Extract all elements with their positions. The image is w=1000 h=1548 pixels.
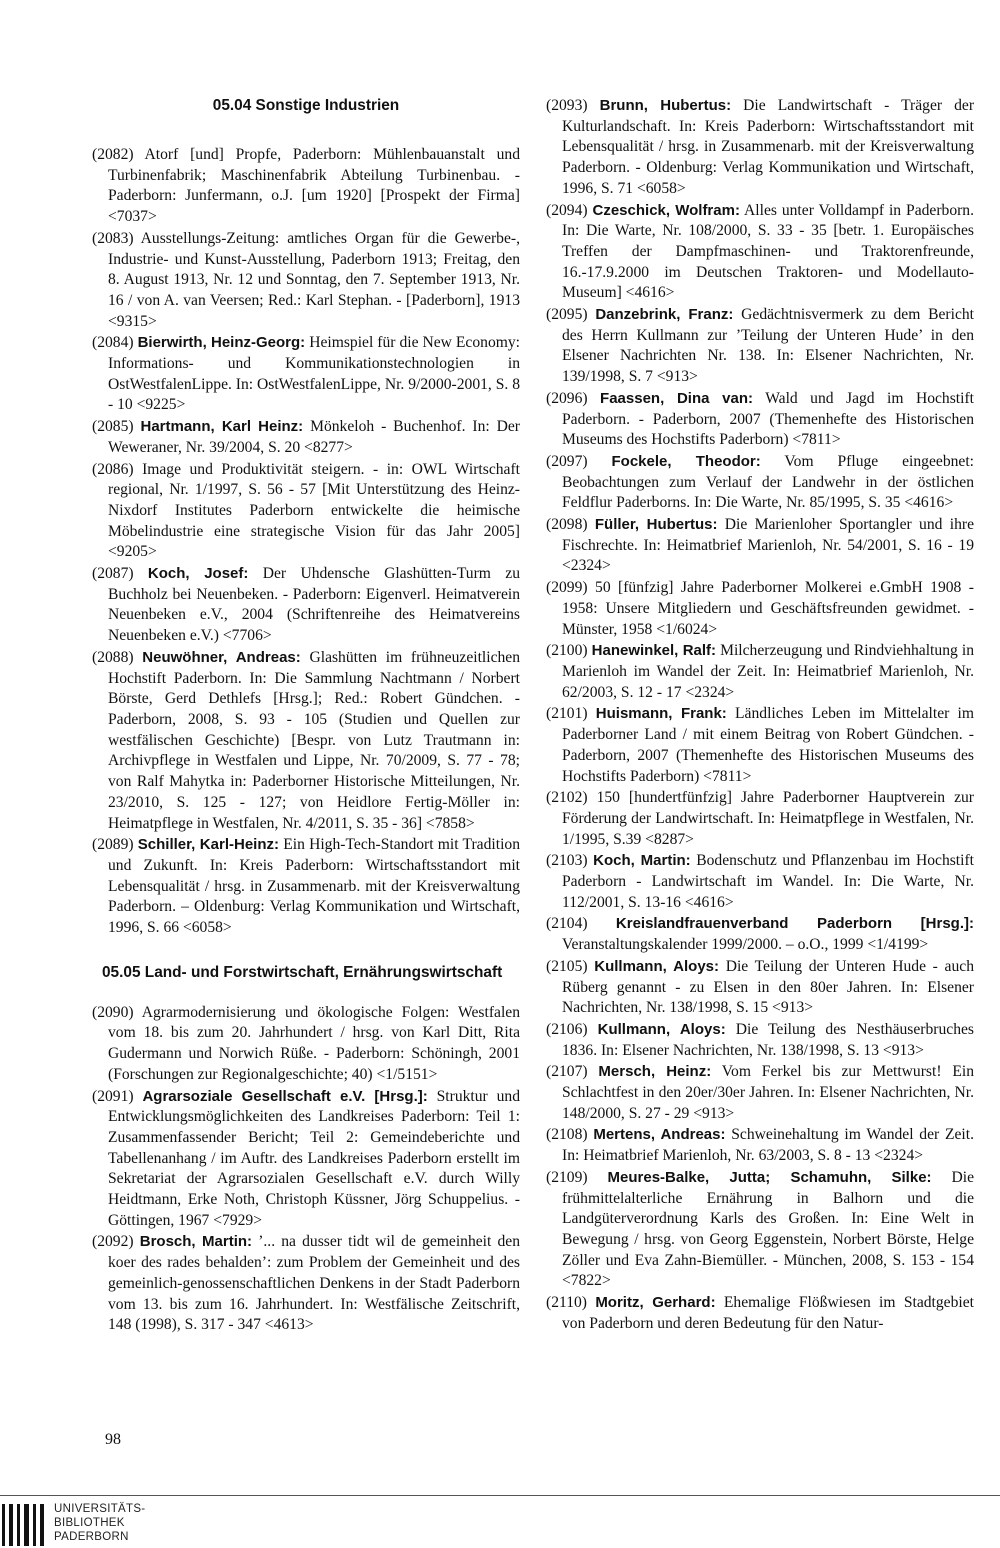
entry-text: Veranstaltungskalender 1999/2000. – o.O., 1999 <1/4199> [562, 936, 929, 954]
bibliography-entry [546, 641, 974, 703]
entry-text: Agrarmodernisierung und ökologische Folgen: Westfalen vom 18. bis zum 20. Jahrhundert / hrsg. von Karl Ditt, Rita Gudermann und Norwich Rüße. - Paderborn: Schöningh, 2001 (Forschungen zur Regionalgeschichte; 40) <1/5151> [108, 1003, 520, 1083]
entry-number: (2082) [92, 146, 134, 163]
entry-number: (2085) [92, 418, 134, 436]
bibliography-entry [546, 788, 974, 850]
bibliography-entry [546, 851, 974, 913]
section-title-landwirtschaft: 05.05 Land- und Forstwirtschaft, Ernährungswirtschaft [102, 963, 503, 981]
page-number: 98 [105, 1431, 121, 1448]
bibliography-entry [546, 1125, 974, 1166]
entry-author: Danzebrink, Franz: [595, 306, 734, 324]
entry-text: Glashütten im frühneuzeitlichen Hochstift Paderborn. In: Die Sammlung Nachtmann / Norbert Börste, Gerd Dethlefs [Hrsg.]; Red.: Robert Gündchen. - Paderborn, 2008, S. 93 - 105 (Studien und Quellen zur westfälischen Geschichte) [Bespr. von Lutz Trautmann in: Archivpflege in Westfalen und Lippe, Nr. 70/2009, S. 77 - 78; von Ralf Mahytka in: Paderborner Historische Mitteilungen, Nr. 23/2010, S. 125 - 127; von Heidlore Fertig-Möller in: Heimatpflege in Westfalen, Nr. 4/2011, S. 35 - 36] <7858> [108, 648, 521, 832]
entry-author: Füller, Hubertus: [594, 516, 718, 534]
entry-text: Ausstellungs-Zeitung: amtliches Organ für die Gewerbe-, Industrie- und Kunst-Ausstellung, Paderborn 1913; Freitag, den 8. August 1913, Nr. 12 und Sonntag, den 7. September 1913, Nr. 16 / von A. van Veersen; Red.: Karl Stephan. - [Paderborn], 1913 <9315> [108, 229, 520, 330]
entry-number: (2097) [546, 452, 588, 470]
bibliography-entry [546, 1168, 974, 1292]
bibliography-entry [546, 914, 974, 955]
entry-text: Die Marienloher Sportangler und ihre Fischrechte. In: Heimatbrief Marienloh, Nr. 54/2001, S. 16 - 19 <2324> [562, 516, 974, 575]
entry-number: (2106) [546, 1020, 588, 1038]
entry-number: (2088) [92, 648, 134, 666]
bibliography-entry [546, 578, 974, 640]
entry-number: (2109) [546, 1168, 588, 1186]
bibliography-entry [546, 957, 974, 1019]
footer-divider [0, 1495, 1000, 1496]
entry-text: Die Teilung der Unteren Hude - auch Rüberg genannt - zu Elsen in den 80er Jahren. In: Elsener Nachrichten, Nr. 138/1998, S. 15 <913> [562, 957, 974, 1017]
bibliography-entry [546, 201, 974, 305]
bibliography-entry [92, 333, 520, 416]
entry-number: (2110) [546, 1294, 587, 1312]
entry-number: (2087) [92, 565, 134, 583]
entry-author: Huismann, Frank: [595, 705, 727, 723]
entry-text: Mönkeloh - Buchenhof. In: Der Weweraner, Nr. 39/2004, S. 20 <8277> [108, 418, 520, 456]
library-logo-text [54, 1502, 145, 1544]
bibliography-entry [546, 1293, 974, 1334]
entry-text: Ehemalige Flößwiesen im Stadtgebiet von Paderborn und deren Bedeutung für den Natur- [562, 1294, 974, 1332]
entry-text: Ländliches Leben im Mittelalter im Paderborner Land / mit einem Beitrag von Robert Gündchen. - Paderborn, 2007 (Themenhefte des Historischen Museums des Hochstifts Paderborn) <7811> [562, 705, 974, 785]
entry-author: Mertens, Andreas: [593, 1126, 726, 1144]
entry-number: (2090) [92, 1003, 134, 1021]
entry-number: (2101) [546, 705, 588, 723]
left-column [92, 96, 520, 1337]
entry-number: (2089) [92, 836, 134, 854]
entry-number: (2083) [92, 229, 134, 247]
section1-entry-list [92, 145, 520, 939]
bibliography-entry [546, 1020, 974, 1061]
bibliography-entry [546, 389, 974, 451]
entry-author: Faassen, Dina van: [600, 389, 754, 407]
entry-text: Image und Produktivität steigern. - in: OWL Wirtschaft regional, Nr. 1/1997, S. 56 - 57 [Mit Unterstützung des Heinz-Nixdorf Institutes Paderborn entwickelte die heimische Möbelindustrie eine strategische Vision für das Jahr 2005] <9205> [108, 460, 520, 561]
entry-text: ’... na dusser tidt wil de gemeinheit den koer des rades behalden’: zum Problem der Gemeinheit und des gemeinlich-genossenschaftlichen Denkens in der Stadt Paderborn vom 13. bis zum 16. Jahrhundert. In: Westfälische Zeitschrift, 148 (1998), S. 317 - 347 <4613> [108, 1233, 521, 1334]
entry-text: Ein High-Tech-Standort mit Tradition und Zukunft. In: Kreis Paderborn: Wirtschaftsstandort mit Lebensqualität / hrsg. in Zusammenarb. mit der Kreisverwaltung Paderborn. – Oldenburg: Verlag Kommunikation und Wirtschaft, 1996, S. 66 <6058> [108, 836, 520, 937]
bibliography-entry [92, 417, 520, 458]
entry-number: (2091) [92, 1087, 134, 1105]
bibliography-entry [546, 96, 974, 200]
entry-author: Hartmann, Karl Heinz: [140, 418, 304, 436]
bibliography-entry [92, 648, 520, 834]
bibliography-entry [92, 145, 520, 228]
entry-author: Mersch, Heinz: [598, 1063, 712, 1081]
entry-number: (2108) [546, 1126, 588, 1144]
bibliography-entry [546, 305, 974, 388]
entry-text: Die Teilung des Nesthäuserbruches 1836. In: Elsener Nachrichten, Nr. 138/1998, S. 13 <913> [562, 1020, 974, 1059]
entry-number: (2107) [546, 1063, 588, 1081]
entry-number: (2084) [92, 334, 134, 352]
entry-text: Bodenschutz und Pflanzenbau im Hochstift Paderborn - Landwirtschaft im Wandel. In: Die Warte, Nr. 112/2001, S. 13-16 <4616> [562, 852, 974, 911]
entry-number: (2099) [546, 579, 588, 597]
entry-text: Vom Ferkel bis zur Mettwurst! Ein Schlachtfest in den 20er/30er Jahren. In: Elsener Nachrichten, Nr. 148/2000, S. 27 - 29 <913> [562, 1063, 975, 1122]
bibliography-entry [546, 515, 974, 577]
entry-text: Wald und Jagd im Hochstift Paderborn. - Paderborn, 2007 (Themenhefte des Historischen Museums des Hochstifts Paderborn) <7811> [562, 389, 974, 449]
library-logo [0, 1502, 200, 1548]
right-entry-list [546, 96, 974, 1334]
bibliography-entry [92, 229, 520, 333]
entry-author: Hanewinkel, Ralf: [591, 642, 717, 660]
right-column [546, 96, 974, 1335]
entry-author: Schiller, Karl-Heinz: [137, 836, 279, 854]
entry-author: Agrarsoziale Gesellschaft e.V. [Hrsg.]: [142, 1087, 428, 1105]
bibliography-entry [546, 452, 974, 514]
entry-text: Heimspiel für die New Economy: Informations- und Kommunikationstechnologien in OstWestfalenLippe. In: OstWestfalenLippe, Nr. 9/2000-2001, S. 8 - 10 <9225> [108, 334, 521, 414]
entry-text: Struktur und Entwicklungsmöglichkeiten des Landkreises Paderborn: Teil 1: Zusammenfassender Bericht; Teil 2: Gemeindeberichte und Tabellenanhang / im Auftr. des Landkreises Paderborn erstellt im Sekretariat der Agrarsozialen Gesellschaft e.V. durch Willy Heidtmann, Erke Noth, Christoph Küssner, Jörg Schuppelius. - Göttingen, 1967 <7929> [108, 1087, 520, 1229]
logo-line: UNIVERSITÄTS- [54, 1503, 146, 1515]
entry-author: Neuwöhner, Andreas: [142, 648, 301, 666]
entry-author: Moritz, Gerhard: [595, 1294, 716, 1312]
entry-text: Schweinehaltung im Wandel der Zeit. In: Heimatbrief Marienloh, Nr. 63/2003, S. 8 - 13 <2324> [562, 1126, 974, 1165]
entry-text: Gedächtnisvermerk zu dem Bericht des Herrn Kullmann zur ’Teilung der Unteren Hude’ in den Elsener Nachrichten Nr. 138. In: Elsener Nachrichten, Nr. 139/1998, S. 7 <913> [562, 306, 974, 386]
bibliography-entry [92, 1003, 520, 1086]
entry-number: (2105) [546, 957, 588, 975]
entry-author: Kreislandfrauenverband Paderborn [Hrsg.]: [615, 915, 974, 933]
entry-author: Meures-Balke, Jutta; Schamuhn, Silke: [607, 1168, 932, 1186]
entry-number: (2103) [546, 852, 588, 870]
entry-number: (2095) [546, 306, 588, 324]
entry-text: Der Uhdensche Glashütten-Turm zu Buchholz bei Neuenbeken. - Paderborn: Eigenverl. Heimatverein Neuenbeken e.V., 2004 (Schriftenreihe des Heimatvereins Neuenbeken e.V.) <7706> [108, 565, 520, 645]
entry-number: (2096) [546, 389, 588, 407]
bibliography-entry [92, 460, 520, 564]
entry-text: Die Landwirtschaft - Träger der Kulturlandschaft. In: Kreis Paderborn: Wirtschaftsstandort mit Lebensqualität / hrsg. in Zusammenarb. mit der Kreisverwaltung Paderborn. - Oldenburg: Verlag Kommunikation und Wirtschaft, 1996, S. 71 <6058> [562, 97, 975, 197]
entry-number: (2086) [92, 460, 134, 478]
bibliography-entry [546, 704, 974, 787]
logo-line: PADERBORN [54, 1531, 129, 1543]
entry-author: Fockele, Theodor: [611, 452, 761, 470]
entry-text: Milcherzeugung und Rindviehhaltung in Marienloh im Wandel der Zeit. In: Heimatbrief Marienloh, Nr. 62/2003, S. 12 - 17 <2324> [562, 642, 974, 701]
bibliography-entry [92, 835, 520, 939]
entry-number: (2104) [546, 915, 588, 933]
entry-number: (2094) [546, 201, 588, 219]
entry-number: (2093) [546, 97, 588, 114]
entry-author: Bierwirth, Heinz-Georg: [137, 334, 306, 352]
entry-text: 50 [fünfzig] Jahre Paderborner Molkerei e.GmbH 1908 - 1958: Unsere Mitgliedern und Geschäftsfreunden gewidmet. - Münster, 1958 <1/6024> [562, 579, 974, 638]
entry-author: Koch, Josef: [147, 565, 249, 583]
entry-text: Vom Pfluge eingeebnet: Beobachtungen zum Verlauf der Landwehr in der östlichen Feldflur Paderborns. In: Die Warte, Nr. 85/1995, S. 35 <4616> [562, 452, 975, 512]
entry-text: Die frühmittelalterliche Ernährung in Balhorn und die Landgüterverordnung Karls des Großen. In: Eine Welt in Bewegung / hrsg. von Georg Eggenstein, Norbert Börste, Helge Zöller und Eva Zahn-Biemüller. - München, 2008, S. 153 - 154 <7822> [562, 1168, 974, 1290]
logo-line: BIBLIOTHEK [54, 1517, 125, 1529]
entry-author: Brosch, Martin: [139, 1233, 253, 1251]
bibliography-entry [92, 1232, 520, 1336]
entry-author: Czeschick, Wolfram: [592, 201, 740, 219]
entry-number: (2102) [546, 789, 588, 807]
entry-text: Atorf [und] Propfe, Paderborn: Mühlenbauanstalt und Turbinenfabrik; Maschinenfabrik Abteilung Turbinenbau. - Paderborn: Junfermann, o.J. [um 1920] [Prospekt der Firma] <7037> [108, 146, 521, 226]
bibliography-entry [546, 1062, 974, 1124]
bibliography-entry [92, 564, 520, 647]
entry-text: Alles unter Volldampf in Paderborn. In: Die Warte, Nr. 108/2000, S. 33 - 35 [betr. 1. Europäisches Treffen der Dampfmaschinen- und Traktorenfreunde, 16.-17.9.2000 im Deutschen Traktoren- und Modellauto-Museum] <4616> [562, 201, 975, 302]
section-title-industrien: 05.04 Sonstige Industrien [212, 97, 400, 114]
entry-text: 150 [hundertfünfzig] Jahre Paderborner Hauptverein zur Förderung der Landwirtschaft. In: Heimatpflege in Westfalen, Nr. 1/1995, S.39 <8287> [562, 789, 974, 848]
entry-author: Brunn, Hubertus: [599, 97, 732, 114]
entry-number: (2098) [546, 516, 588, 534]
section2-entry-list [92, 1003, 520, 1336]
bibliography-entry [92, 1087, 520, 1232]
entry-author: Kullmann, Aloys: [597, 1020, 726, 1038]
entry-number: (2092) [92, 1233, 134, 1251]
entry-author: Kullmann, Aloys: [594, 957, 720, 975]
entry-author: Koch, Martin: [593, 852, 691, 870]
entry-number: (2100) [546, 642, 588, 660]
